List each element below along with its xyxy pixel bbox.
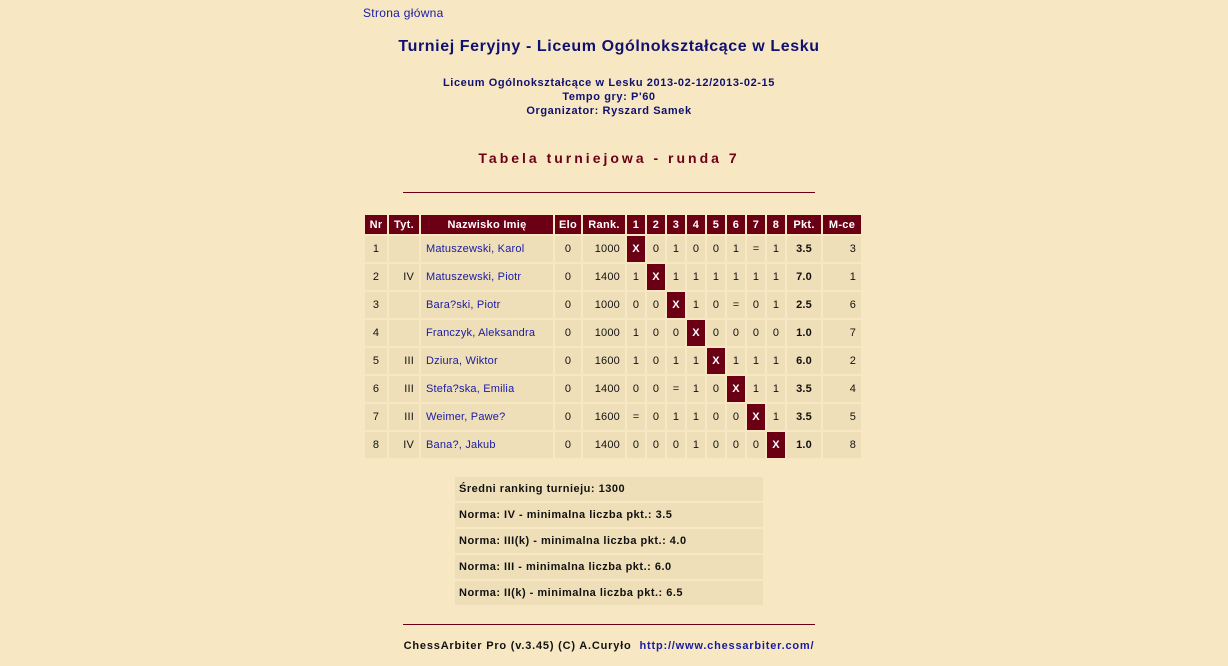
player-title xyxy=(389,292,419,318)
table-row xyxy=(365,432,861,458)
result-cell: 1 xyxy=(747,264,765,290)
result-cell: 0 xyxy=(667,432,685,458)
tournament-organizer: Organizator: Ryszard Samek xyxy=(526,105,692,117)
table-row xyxy=(365,404,861,430)
result-cell: 1 xyxy=(767,376,785,402)
tournament-tempo: Tempo gry: P'60 xyxy=(562,91,656,103)
norm-iii: Norma: III - minimalna liczba pkt.: 6.0 xyxy=(455,555,763,579)
divider-bottom xyxy=(403,624,815,625)
player-name-link[interactable]: Franczyk, Aleksandra xyxy=(426,327,536,339)
header-round-2: 2 xyxy=(647,215,665,234)
player-name-cell xyxy=(421,404,553,430)
result-cell: 1 xyxy=(687,404,705,430)
player-elo: 0 xyxy=(555,264,581,290)
header-name: Nazwisko Imię xyxy=(421,215,553,234)
player-name-cell xyxy=(421,236,553,262)
result-cell: 0 xyxy=(647,348,665,374)
player-name-cell xyxy=(421,432,553,458)
result-cell: 0 xyxy=(747,432,765,458)
self-cell: X xyxy=(747,404,765,430)
player-place: 1 xyxy=(823,264,861,290)
player-place: 4 xyxy=(823,376,861,402)
result-cell: 1 xyxy=(747,348,765,374)
player-title: IV xyxy=(389,432,419,458)
player-name-link[interactable]: Dziura, Wiktor xyxy=(426,355,498,367)
header-round-6: 6 xyxy=(727,215,745,234)
self-cell: X xyxy=(767,432,785,458)
player-rank: 1000 xyxy=(583,320,625,346)
header-round-8: 8 xyxy=(767,215,785,234)
player-name-cell xyxy=(421,376,553,402)
player-elo: 0 xyxy=(555,404,581,430)
player-elo: 0 xyxy=(555,348,581,374)
player-title: III xyxy=(389,404,419,430)
player-name-cell xyxy=(421,348,553,374)
result-cell: 0 xyxy=(727,320,745,346)
header-round-3: 3 xyxy=(667,215,685,234)
player-points: 7.0 xyxy=(787,264,821,290)
result-cell: 0 xyxy=(707,376,725,402)
result-cell: 1 xyxy=(667,404,685,430)
player-rank: 1400 xyxy=(583,264,625,290)
result-cell: = xyxy=(747,236,765,262)
self-cell: X xyxy=(707,348,725,374)
result-cell: 1 xyxy=(627,348,645,374)
result-cell: 0 xyxy=(687,236,705,262)
result-cell: 1 xyxy=(627,320,645,346)
result-cell: 0 xyxy=(707,404,725,430)
player-name-cell xyxy=(421,264,553,290)
player-name-link[interactable]: Matuszewski, Karol xyxy=(426,243,525,255)
result-cell: 1 xyxy=(687,292,705,318)
table-row xyxy=(365,292,861,318)
player-number: 1 xyxy=(365,236,387,262)
norm-ii-k: Norma: II(k) - minimalna liczba pkt.: 6.5 xyxy=(455,581,763,605)
result-cell: 1 xyxy=(667,348,685,374)
result-cell: 0 xyxy=(707,432,725,458)
player-title: IV xyxy=(389,264,419,290)
player-rank: 1600 xyxy=(583,348,625,374)
tournament-location-dates: Liceum Ogólnokształcące w Lesku 2013-02-12/2013-02-15 xyxy=(442,77,775,89)
results-table xyxy=(363,213,863,460)
player-name-link[interactable]: Stefa?ska, Emilia xyxy=(426,383,515,395)
player-place: 3 xyxy=(823,236,861,262)
player-title xyxy=(389,320,419,346)
player-elo: 0 xyxy=(555,376,581,402)
result-cell: 1 xyxy=(727,236,745,262)
player-rank: 1000 xyxy=(583,292,625,318)
self-cell: X xyxy=(627,236,645,262)
result-cell: 0 xyxy=(707,292,725,318)
result-cell: 0 xyxy=(647,320,665,346)
player-title: III xyxy=(389,376,419,402)
result-cell: 0 xyxy=(647,236,665,262)
result-cell: 1 xyxy=(667,264,685,290)
player-number: 3 xyxy=(365,292,387,318)
self-cell: X xyxy=(687,320,705,346)
self-cell: X xyxy=(647,264,665,290)
player-elo: 0 xyxy=(555,320,581,346)
result-cell: 0 xyxy=(707,320,725,346)
result-cell: 0 xyxy=(647,404,665,430)
result-cell: 1 xyxy=(727,264,745,290)
result-cell: 0 xyxy=(727,432,745,458)
page-title: Turniej Feryjny - Liceum Ogólnokształcące w Lesku xyxy=(398,38,820,55)
header-round-5: 5 xyxy=(707,215,725,234)
result-cell: 1 xyxy=(767,404,785,430)
result-cell: 1 xyxy=(687,348,705,374)
result-cell: 1 xyxy=(727,348,745,374)
result-cell: 1 xyxy=(687,264,705,290)
result-cell: 0 xyxy=(647,292,665,318)
result-cell: 0 xyxy=(707,236,725,262)
player-name-link[interactable]: Matuszewski, Piotr xyxy=(426,271,522,283)
player-title: III xyxy=(389,348,419,374)
average-ranking: Średni ranking turnieju: 1300 xyxy=(455,477,763,501)
player-rank: 1400 xyxy=(583,376,625,402)
footer-credit: ChessArbiter Pro (v.3.45) (C) A.Curyło xyxy=(403,640,632,652)
footer xyxy=(0,640,1218,652)
player-rank: 1400 xyxy=(583,432,625,458)
player-number: 6 xyxy=(365,376,387,402)
result-cell: 1 xyxy=(707,264,725,290)
player-place: 2 xyxy=(823,348,861,374)
player-elo: 0 xyxy=(555,236,581,262)
player-rank: 1600 xyxy=(583,404,625,430)
table-row xyxy=(365,376,861,402)
table-row xyxy=(365,348,861,374)
result-cell: 1 xyxy=(747,376,765,402)
player-number: 2 xyxy=(365,264,387,290)
result-cell: 1 xyxy=(767,292,785,318)
player-points: 1.0 xyxy=(787,320,821,346)
player-number: 8 xyxy=(365,432,387,458)
divider-top xyxy=(403,192,815,193)
result-cell: 0 xyxy=(667,320,685,346)
result-cell: 0 xyxy=(627,292,645,318)
header-title: Tyt. xyxy=(389,215,419,234)
header-points: Pkt. xyxy=(787,215,821,234)
player-elo: 0 xyxy=(555,432,581,458)
table-subtitle: Tabela turniejowa - runda 7 xyxy=(478,150,740,166)
result-cell: 0 xyxy=(647,432,665,458)
home-link[interactable]: Strona główna xyxy=(363,6,444,20)
header-nr: Nr xyxy=(365,215,387,234)
player-elo: 0 xyxy=(555,292,581,318)
player-number: 5 xyxy=(365,348,387,374)
player-name-cell xyxy=(421,292,553,318)
footer-link[interactable]: http://www.chessarbiter.com/ xyxy=(639,640,815,652)
result-cell: 0 xyxy=(727,404,745,430)
player-rank: 1000 xyxy=(583,236,625,262)
header-round-7: 7 xyxy=(747,215,765,234)
norms-table xyxy=(453,475,765,607)
result-cell: 0 xyxy=(747,320,765,346)
player-number: 4 xyxy=(365,320,387,346)
result-cell: = xyxy=(667,376,685,402)
player-place: 6 xyxy=(823,292,861,318)
result-cell: 1 xyxy=(767,236,785,262)
player-place: 5 xyxy=(823,404,861,430)
player-points: 6.0 xyxy=(787,348,821,374)
header-place: M-ce xyxy=(823,215,861,234)
self-cell: X xyxy=(667,292,685,318)
player-name-link[interactable]: Bara?ski, Piotr xyxy=(426,299,501,311)
result-cell: = xyxy=(627,404,645,430)
player-points: 3.5 xyxy=(787,236,821,262)
table-row xyxy=(365,236,861,262)
result-cell: 0 xyxy=(627,376,645,402)
header-elo: Elo xyxy=(555,215,581,234)
player-points: 2.5 xyxy=(787,292,821,318)
header-round-4: 4 xyxy=(687,215,705,234)
self-cell: X xyxy=(727,376,745,402)
player-name-cell xyxy=(421,320,553,346)
result-cell: 0 xyxy=(627,432,645,458)
player-number: 7 xyxy=(365,404,387,430)
result-cell: 1 xyxy=(687,376,705,402)
result-cell: 0 xyxy=(767,320,785,346)
result-cell: 1 xyxy=(767,264,785,290)
header-rank: Rank. xyxy=(583,215,625,234)
player-place: 7 xyxy=(823,320,861,346)
result-cell: 0 xyxy=(747,292,765,318)
norm-iv: Norma: IV - minimalna liczba pkt.: 3.5 xyxy=(455,503,763,527)
table-row xyxy=(365,320,861,346)
player-points: 3.5 xyxy=(787,404,821,430)
player-name-link[interactable]: Weimer, Pawe? xyxy=(426,411,506,423)
norm-iii-k: Norma: III(k) - minimalna liczba pkt.: 4.0 xyxy=(455,529,763,553)
result-cell: 1 xyxy=(627,264,645,290)
table-row xyxy=(365,264,861,290)
player-place: 8 xyxy=(823,432,861,458)
result-cell: 1 xyxy=(687,432,705,458)
result-cell: = xyxy=(727,292,745,318)
player-title xyxy=(389,236,419,262)
result-cell: 0 xyxy=(647,376,665,402)
header-round-1: 1 xyxy=(627,215,645,234)
results-header-row xyxy=(365,215,861,234)
result-cell: 1 xyxy=(667,236,685,262)
player-points: 3.5 xyxy=(787,376,821,402)
player-points: 1.0 xyxy=(787,432,821,458)
player-name-link[interactable]: Bana?, Jakub xyxy=(426,439,496,451)
result-cell: 1 xyxy=(767,348,785,374)
